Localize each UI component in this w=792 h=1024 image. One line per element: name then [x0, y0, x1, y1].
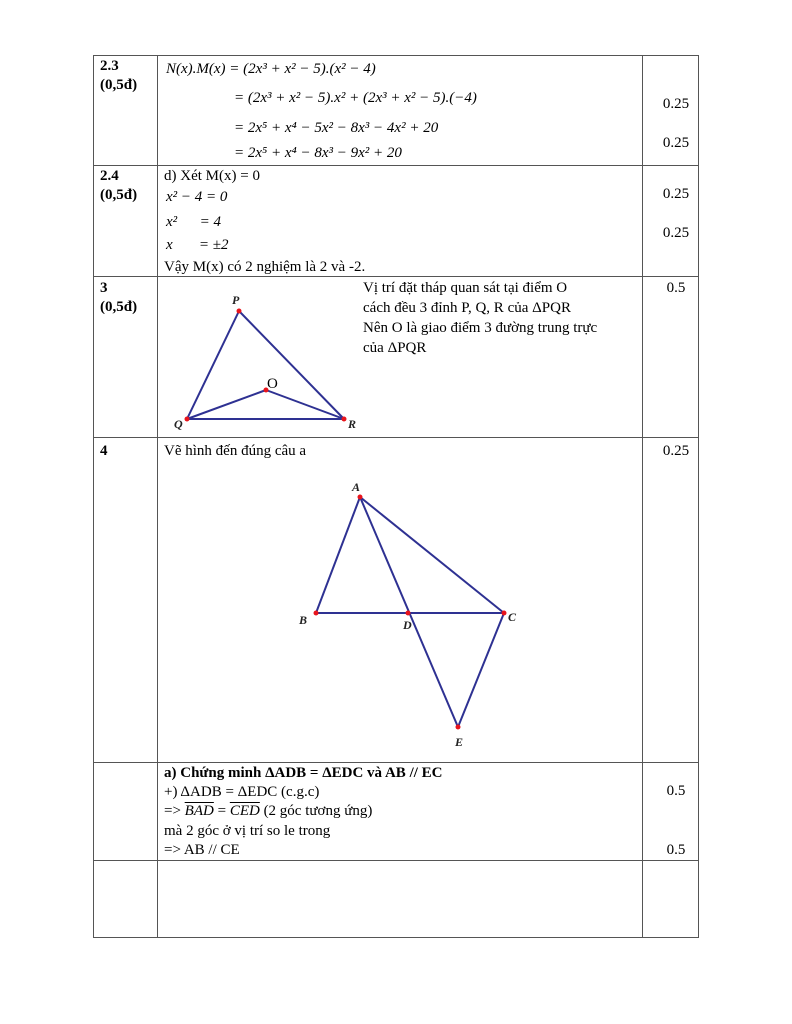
row-label: 3 [100, 280, 108, 296]
math-line: x = ±2 [166, 237, 229, 253]
math-line: = 2x⁵ + x⁴ − 8x³ − 9x² + 20 [234, 145, 402, 161]
text-line: Vẽ hình đến đúng câu a [164, 443, 307, 459]
point-q [185, 417, 190, 422]
text-fragment: (2 góc tương ứng) [259, 803, 373, 819]
point-d [406, 611, 411, 616]
point-b [314, 611, 319, 616]
label-c: C [508, 610, 517, 624]
segment-ac [360, 497, 504, 613]
score: 0.25 [662, 96, 690, 112]
row-points: (0,5đ) [100, 77, 138, 93]
score: 0.5 [666, 280, 686, 296]
angle-ced: $\overline{CED}$ [229, 803, 260, 819]
point-e [456, 725, 461, 730]
row-label: 4 [100, 443, 108, 459]
point-r [342, 417, 347, 422]
math-line: x² − 4 = 0 [166, 189, 228, 205]
text-line: Vậy M(x) có 2 nghiệm là 2 và -2. [164, 259, 366, 275]
label-e: E [455, 735, 464, 749]
label-d: D [403, 618, 412, 632]
segment-ab [316, 497, 360, 613]
label-b: B [299, 613, 308, 627]
math-line: N(x).M(x) = (2x³ + x² − 5).(x² − 4) [166, 61, 376, 77]
text-fragment: => [164, 803, 185, 819]
segment-pr [239, 311, 344, 419]
row-label: 2.4 [100, 168, 119, 184]
math-line: = 2x⁵ + x⁴ − 5x² − 8x³ − 4x² + 20 [234, 120, 439, 136]
label-a: A [352, 480, 361, 494]
point-a [358, 495, 363, 500]
text-line: Vị trí đặt tháp quan sát tại điểm O [363, 280, 568, 296]
text-line: của ΔPQR [363, 340, 427, 356]
text-line: cách đều 3 đỉnh P, Q, R của ΔPQR [363, 300, 571, 316]
math-line: = (2x³ + x² − 5).x² + (2x³ + x² − 5).(−4) [234, 90, 477, 106]
row-points: (0,5đ) [100, 187, 138, 203]
answer-table [93, 55, 699, 938]
text-line [164, 802, 372, 821]
section-heading: a) Chứng minh ΔADB = ΔEDC và AB // EC [164, 765, 443, 781]
text-line: => AB // CE [164, 842, 240, 858]
label-r: R [348, 417, 357, 431]
label-p: P [232, 293, 240, 307]
text-line: +) ΔADB = ΔEDC (c.g.c) [164, 784, 320, 800]
score: 0.25 [662, 186, 690, 202]
score: 0.5 [666, 842, 686, 858]
segment-ce [458, 613, 504, 727]
score: 0.25 [662, 225, 690, 241]
point-p [237, 309, 242, 314]
angle-bad: $\overline{BAD}$ [184, 803, 214, 819]
score: 0.5 [666, 783, 686, 799]
text-line: mà 2 góc ở vị trí so le trong [164, 823, 331, 839]
score: 0.25 [662, 443, 690, 459]
label-q: Q [174, 417, 183, 431]
math-line: x² = 4 [166, 214, 222, 230]
text-line: Nên O là giao điểm 3 đường trung trực [363, 320, 598, 336]
point-c [502, 611, 507, 616]
text-line: d) Xét M(x) = 0 [164, 168, 260, 184]
label-o: O [267, 376, 278, 392]
row-label: 2.3 [100, 58, 119, 74]
segment-or [266, 390, 344, 419]
score: 0.25 [662, 135, 690, 151]
text-fragment: = [213, 803, 230, 819]
row-points: (0,5đ) [100, 299, 138, 315]
